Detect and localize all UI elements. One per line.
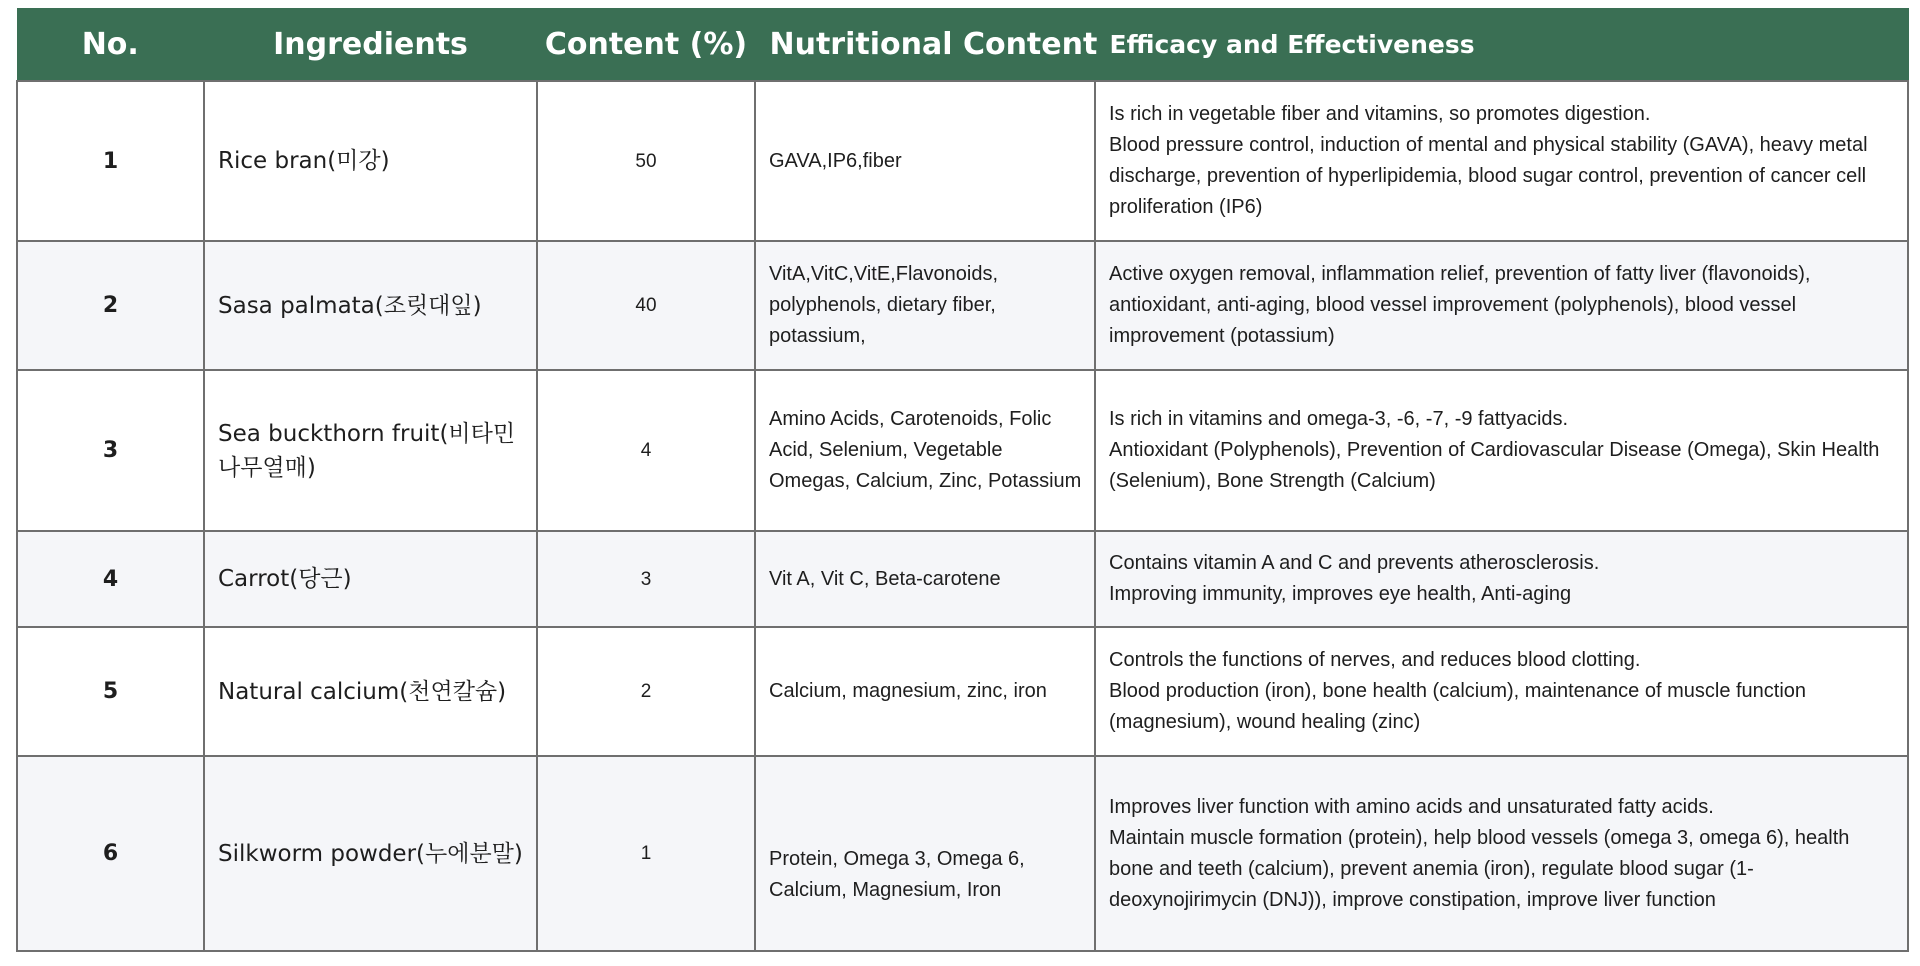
- cell-content: 50: [537, 81, 755, 241]
- header-content: Content (%): [537, 8, 755, 81]
- cell-no: 5: [17, 627, 204, 756]
- cell-ingredient: Sea buckthorn fruit(비타민나무열매): [204, 370, 537, 531]
- table-header: [17, 8, 1908, 81]
- cell-ingredient: Rice bran(미강): [204, 81, 537, 241]
- ingredients-table: [16, 8, 1909, 952]
- cell-content: 3: [537, 531, 755, 627]
- header-ingredients: Ingredients: [204, 8, 537, 81]
- efficacy-detail: Maintain muscle formation (protein), help blood vessels (omega 3, omega 6), health bone and teeth (calcium), prevent anemia (iron), regulate blood sugar (1-deoxynojirimycin (DNJ)), improve constipation, improve liver function: [1109, 826, 1850, 911]
- cell-ingredient: Silkworm powder(누에분말): [204, 756, 537, 951]
- efficacy-detail: Active oxygen removal, inflammation relief, prevention of fatty liver (flavonoids), antioxidant, anti-aging, blood vessel improvement (polyphenols), blood vessel improvement (potassium): [1109, 263, 1811, 347]
- header-no: No.: [17, 8, 204, 81]
- cell-ingredient: Natural calcium(천연칼슘): [204, 627, 537, 756]
- table-row: [17, 627, 1908, 756]
- cell-efficacy: [1095, 627, 1908, 756]
- cell-no: 1: [17, 81, 204, 241]
- ingredients-table-wrapper: [16, 8, 1907, 952]
- cell-efficacy: [1095, 241, 1908, 370]
- table-body: [17, 81, 1908, 951]
- cell-nutritional: GAVA,IP6,fiber: [755, 81, 1095, 241]
- cell-no: 4: [17, 531, 204, 627]
- cell-content: 4: [537, 370, 755, 531]
- cell-efficacy: [1095, 370, 1908, 531]
- table-row: [17, 81, 1908, 241]
- efficacy-detail: Antioxidant (Polyphenols), Prevention of Cardiovascular Disease (Omega), Skin Health (Selenium), Bone Strength (Calcium): [1109, 439, 1880, 492]
- efficacy-detail: Improving immunity, improves eye health, Anti-aging: [1109, 583, 1572, 605]
- cell-content: 1: [537, 756, 755, 951]
- cell-no: 6: [17, 756, 204, 951]
- cell-nutritional: Protein, Omega 3, Omega 6, Calcium, Magnesium, Iron: [755, 756, 1095, 951]
- efficacy-intro: Is rich in vegetable fiber and vitamins, so promotes digestion.: [1109, 103, 1651, 125]
- cell-content: 40: [537, 241, 755, 370]
- cell-nutritional: Amino Acids, Carotenoids, Folic Acid, Selenium, Vegetable Omegas, Calcium, Zinc, Potassium: [755, 370, 1095, 531]
- cell-efficacy: [1095, 81, 1908, 241]
- table-row: [17, 531, 1908, 627]
- efficacy-detail: Blood production (iron), bone health (calcium), maintenance of muscle function (magnesium), wound healing (zinc): [1109, 680, 1807, 733]
- header-nutritional-content: Nutritional Content: [755, 8, 1095, 81]
- cell-nutritional: Calcium, magnesium, zinc, iron: [755, 627, 1095, 756]
- efficacy-intro: Is rich in vitamins and omega-3, -6, -7, -9 fattyacids.: [1109, 408, 1569, 430]
- cell-efficacy: [1095, 756, 1908, 951]
- cell-efficacy: [1095, 531, 1908, 627]
- cell-ingredient: Carrot(당근): [204, 531, 537, 627]
- cell-no: 3: [17, 370, 204, 531]
- table-row: [17, 756, 1908, 951]
- efficacy-intro: Contains vitamin A and C and prevents atherosclerosis.: [1109, 552, 1600, 574]
- table-row: [17, 370, 1908, 531]
- table-row: [17, 241, 1908, 370]
- cell-nutritional: Vit A, Vit C, Beta-carotene: [755, 531, 1095, 627]
- efficacy-intro: Improves liver function with amino acids and unsaturated fatty acids.: [1109, 795, 1714, 818]
- cell-no: 2: [17, 241, 204, 370]
- cell-content: 2: [537, 627, 755, 756]
- header-efficacy: Efficacy and Effectiveness: [1095, 8, 1908, 81]
- cell-nutritional: VitA,VitC,VitE,Flavonoids, polyphenols, dietary fiber, potassium,: [755, 241, 1095, 370]
- efficacy-detail: Blood pressure control, induction of mental and physical stability (GAVA), heavy metal discharge, prevention of hyperlipidemia, blood sugar control, prevention of cancer cell proliferation (IP6): [1109, 134, 1868, 218]
- efficacy-intro: Controls the functions of nerves, and reduces blood clotting.: [1109, 649, 1641, 671]
- header-row: [17, 8, 1908, 81]
- cell-ingredient: Sasa palmata(조릿대잎): [204, 241, 537, 370]
